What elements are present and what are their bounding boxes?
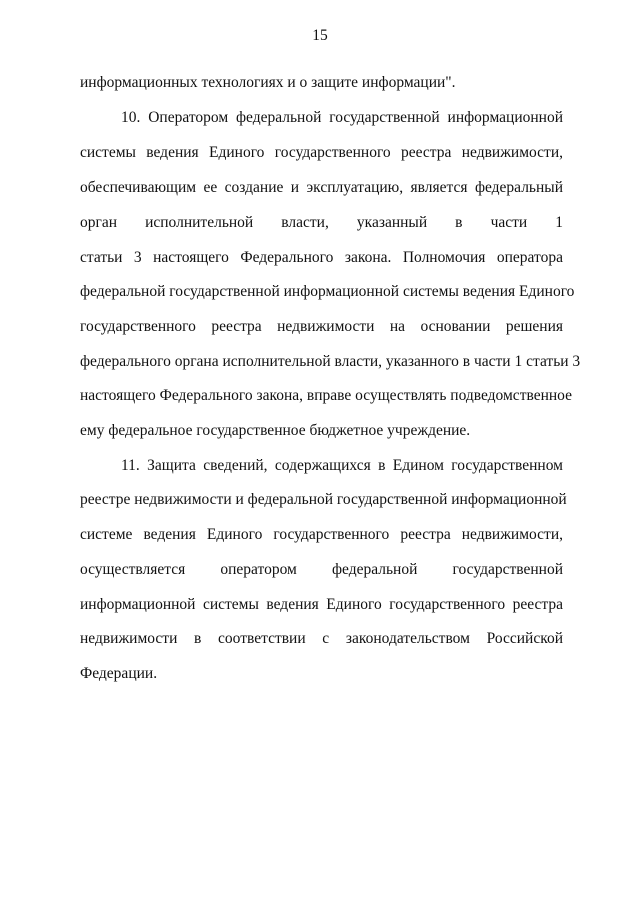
- text-line: недвижимости в соответствии с законодательством Российской: [80, 630, 563, 647]
- text-line: статьи 3 настоящего Федерального закона. Полномочия оператора: [80, 249, 563, 266]
- text-line: реестре недвижимости и федеральной государственной информационной: [80, 491, 567, 508]
- text-line: обеспечивающим ее создание и эксплуатацию, является федеральный: [80, 179, 563, 196]
- page-number: 15: [312, 27, 328, 44]
- text-line: системы ведения Единого государственного реестра недвижимости,: [80, 144, 563, 161]
- text-line: информационной системы ведения Единого государственного реестра: [80, 596, 563, 613]
- paragraph-10-start: 10. Оператором федеральной государственной информационной: [121, 109, 563, 126]
- text-line: орган исполнительной власти, указанный в части 1: [80, 214, 563, 231]
- text-line: федеральной государственной информационной системы ведения Единого: [80, 283, 575, 300]
- text-line: осуществляется оператором федеральной государственной: [80, 561, 563, 578]
- text-line: федерального органа исполнительной власти, указанного в части 1 статьи 3: [80, 353, 581, 370]
- text-line: информационных технологиях и о защите информации".: [80, 74, 456, 91]
- text-line: ему федеральное государственное бюджетное учреждение.: [80, 422, 471, 439]
- text-line: Федерации.: [80, 665, 158, 682]
- text-line: настоящего Федерального закона, вправе осуществлять подведомственное: [80, 387, 572, 404]
- text-line: системе ведения Единого государственного реестра недвижимости,: [80, 526, 563, 543]
- text-line: государственного реестра недвижимости на основании решения: [80, 318, 563, 335]
- paragraph-11-start: 11. Защита сведений, содержащихся в Едином государственном: [121, 457, 563, 474]
